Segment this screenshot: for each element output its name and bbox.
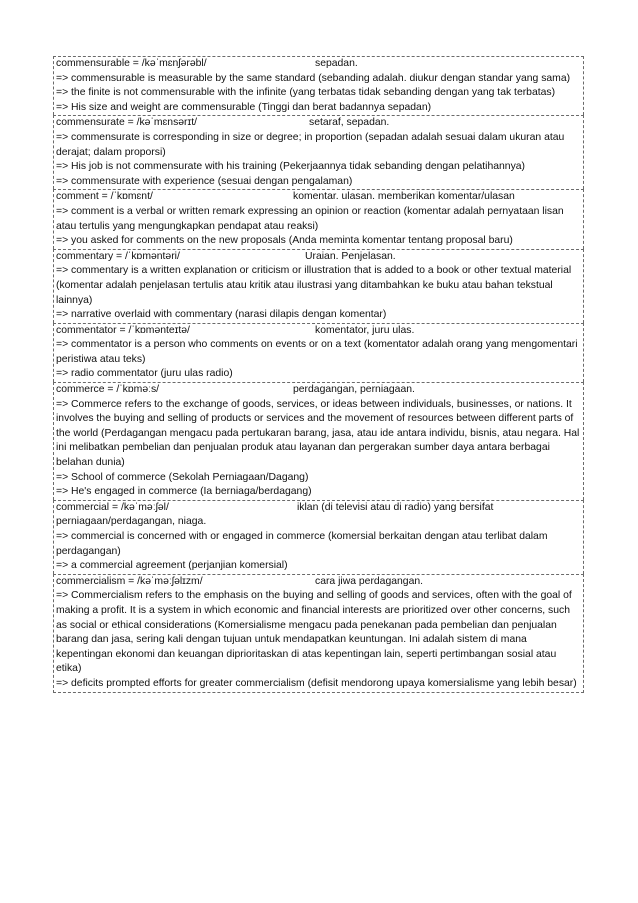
entry-meaning: komentator, juru ulas.: [315, 324, 415, 336]
entry-comment: [53, 189, 584, 248]
entry-line: => comment is a verbal or written remark expressing an opinion or reaction (komentar adalah pernyataan lisan atau tertulis yang mengungkapkan pendapat atau reaksi): [56, 205, 564, 232]
entry-term: commercialism = /kəˈməːʃəlɪzm/: [56, 575, 203, 587]
entry-commentator: [53, 323, 584, 382]
entry-meaning: cara jiwa perdagangan.: [315, 575, 424, 587]
entry-meaning: perdagangan, perniagaan.: [293, 384, 415, 396]
entry-commensurate: [53, 115, 584, 189]
entry-line: => His job is not commensurate with his training (Pekerjaannya tidak sebanding dengan pelatihannya): [56, 161, 526, 173]
entry-line: => He's engaged in commerce (Ia berniaga/berdagang): [56, 486, 312, 498]
entry-line: => commercial is concerned with or engaged in commerce (komersial berkaitan dengan atau terlibat dalam perdagangan): [56, 531, 548, 557]
entry-line: => commentary is a written explanation or criticism or illustration that is added to a book or other textual material (komentar adalah penjelasan tertulis atau kritik atau ilustrasi yang ditambahkan ke buku atau bahan tekstual lainnya): [56, 265, 572, 306]
entry-line: => commensurable is measurable by the same standard (sebanding adalah. diukur dengan standar yang sama): [56, 72, 571, 84]
entry-term: commercial = /kəˈməːʃəl/: [56, 501, 169, 513]
entry-line: perniagaan/perdagangan, niaga.: [56, 516, 207, 528]
entry-term: comment = /ˈkɒmɛnt/: [56, 191, 153, 203]
entry-commercialism: [53, 574, 584, 693]
dictionary-entries: [53, 56, 584, 693]
entry-meaning: setaraf, sepadan.: [309, 117, 390, 129]
entry-head: [56, 501, 583, 516]
entry-head: [56, 324, 583, 339]
entry-line: => His size and weight are commensurable (Tinggi dan berat badannya sepadan): [56, 101, 432, 113]
entry-term: commentary = /ˈkɒməntəri/: [56, 250, 180, 262]
entry-line: => radio commentator (juru ulas radio): [56, 368, 233, 380]
entry-line: => Commercialism refers to the emphasis on the buying and selling of goods and services, often with the goal of making a profit. It is a system in which economic and financial interests are prioritized over other concerns, such as social or ethical considerations (Komersialisme mengacu pada penekanan pada pembelian dan penjualan barang dan jasa, sering kali dengan tujuan untuk mendapatkan keuntungan. Ini adalah sistem di mana kepentingan ekonomi dan keuangan diprioritaskan di atas kepentingan lain, seperti pertimbangan sosial atau etika): [56, 590, 572, 675]
entry-head: [56, 57, 583, 72]
entry-meaning: sepadan.: [315, 58, 358, 69]
entry-line: => narrative overlaid with commentary (narasi dilapis dengan komentar): [56, 309, 387, 321]
entry-term: commerce = /ˈkɒməːs/: [56, 384, 160, 396]
entry-meaning: komentar. ulasan. memberikan komentar/ulasan: [293, 191, 515, 203]
entry-line: => deficits prompted efforts for greater commercialism (defisit mendorong upaya komersialisme yang lebih besar): [56, 677, 577, 689]
entry-term: commensurate = /kəˈmɛnsərɪt/: [56, 117, 197, 129]
entry-line: => commensurate with experience (sesuai dengan pengalaman): [56, 175, 353, 187]
entry-term: commentator = /ˈkɒmənteɪtə/: [56, 324, 190, 336]
entry-head: [56, 383, 583, 398]
entry-head: [56, 575, 583, 590]
entry-meaning: iklan (di televisi atau di radio) yang bersifat: [297, 501, 494, 513]
entry-line: => commentator is a person who comments on events or on a text (komentator adalah orang yang mengomentari peristiwa atau teks): [56, 339, 578, 365]
entry-line: => Commerce refers to the exchange of goods, services, or ideas between individuals, businesses, or nations. It involves the buying and selling of products or services and the movement of resources between different parts of the world (Perdagangan mengacu pada pertukaran barang, jasa, atau ide antara individu, bisnis, atau negara. Hal ini melibatkan pembelian dan penjualan produk atau layanan dan pergerakan sumber daya antara berbagai belahan dunia): [56, 398, 580, 469]
entry-meaning: Uraian. Penjelasan.: [305, 250, 396, 262]
entry-line: => you asked for comments on the new proposals (Anda meminta komentar tentang proposal baru): [56, 235, 513, 247]
entry-line: => the finite is not commensurable with the infinite (yang terbatas tidak sebanding dengan yang tak terbatas): [56, 87, 556, 99]
entry-line: => School of commerce (Sekolah Perniagaan/Dagang): [56, 471, 309, 483]
entry-commensurable: [53, 56, 584, 115]
entry-line: => commensurate is corresponding in size or degree; in proportion (sepadan adalah sesuai dalam ukuran atau derajat; dalam proporsi): [56, 131, 565, 158]
entry-head: [56, 250, 583, 265]
entry-commerce: [53, 382, 584, 500]
entry-head: [56, 116, 583, 131]
entry-head: [56, 190, 583, 205]
entry-commentary: [53, 249, 584, 323]
entry-line: => a commercial agreement (perjanjian komersial): [56, 560, 288, 572]
entry-commercial: [53, 500, 584, 574]
entry-term: commensurable = /kəˈmɛnʃərəbl/: [56, 58, 207, 69]
